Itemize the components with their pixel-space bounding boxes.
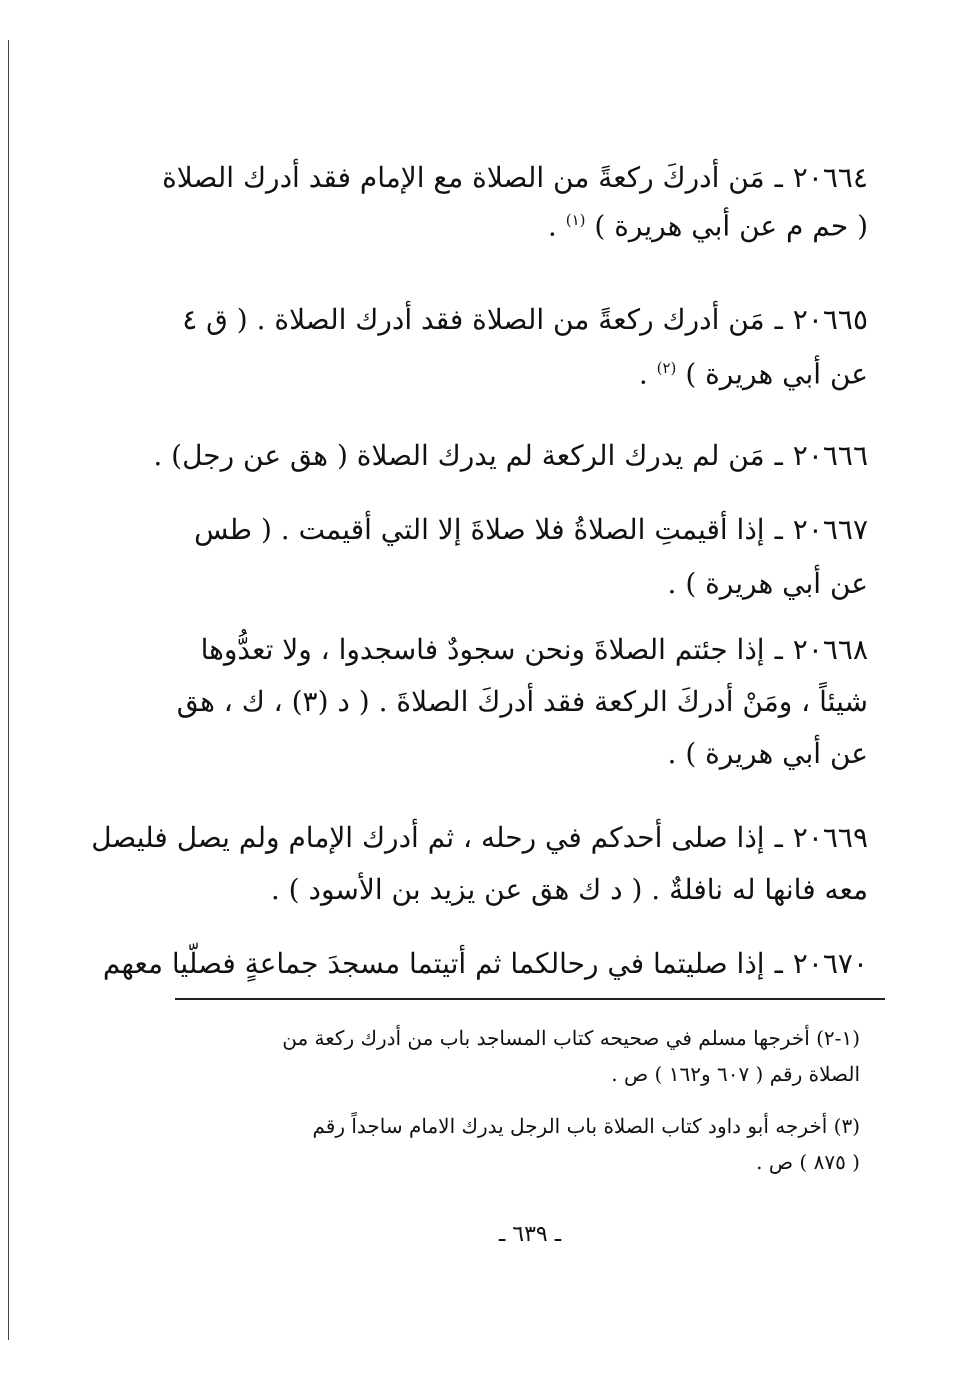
hadith-text: عن أبي هريرة ) .: [667, 737, 868, 770]
hadith-line: [153, 438, 868, 474]
hadith-end: .: [547, 209, 557, 243]
hadith-line: [168, 632, 868, 668]
hadith-line: [168, 350, 868, 391]
hadith-text: شيئاً ، ومَنْ أدركَ الركعة فقد أدركَ الصلاةَ . ( د (٣) ، ك ، هق: [176, 685, 868, 718]
hadith-separator: ـ: [774, 633, 783, 666]
hadith-entry-20669: [91, 820, 868, 908]
hadith-separator: ـ: [774, 513, 783, 546]
hadith-line: [162, 160, 868, 196]
hadith-line: [102, 946, 868, 982]
hadith-separator: ـ: [774, 821, 783, 854]
hadith-separator: ـ: [774, 161, 783, 194]
hadith-text: عن أبي هريرة ): [685, 357, 868, 391]
hadith-line: [168, 512, 868, 548]
hadith-line: [168, 302, 868, 338]
hadith-line: [91, 820, 868, 856]
footnote-1-2: [180, 1020, 860, 1092]
hadith-text: مَن أدركَ ركعةً من الصلاة مع الإمام فقد أدرك الصلاة: [162, 161, 765, 194]
hadith-end: .: [638, 357, 648, 391]
hadith-text: عن أبي هريرة ) .: [667, 567, 868, 600]
footnote-line: (١-٢) أخرجها مسلم في صحيحه كتاب المساجد باب من أدرك ركعة من: [282, 1026, 860, 1050]
footnote-3: [180, 1108, 860, 1180]
hadith-separator: ـ: [774, 947, 783, 980]
page-number: ـ ٦٣٩ ـ: [498, 1222, 562, 1247]
hadith-separator: ـ: [774, 439, 783, 472]
hadith-entry-20666: [153, 438, 868, 474]
hadith-text: ( حم م عن أبي هريرة ): [594, 209, 868, 243]
hadith-line: [168, 566, 868, 602]
hadith-number: ٢٠٦٧٠: [792, 947, 868, 980]
footnote-ref: (١): [565, 211, 586, 229]
hadith-entry-20665: [168, 302, 868, 391]
hadith-line: [168, 872, 868, 908]
hadith-text: مَن لم يدرك الركعة لم يدرك الصلاة ( هق عن رجل) .: [153, 439, 765, 472]
hadith-text: مَن أدرك ركعةً من الصلاة فقد أدرك الصلاة . ( ق ٤: [182, 303, 765, 336]
hadith-number: ٢٠٦٦٧: [792, 513, 868, 546]
hadith-line: [168, 684, 868, 720]
hadith-number: ٢٠٦٦٦: [792, 439, 868, 472]
hadith-separator: ـ: [774, 303, 783, 336]
hadith-entry-20670: [102, 946, 868, 982]
hadith-text: إذا صليتما في رحالكما ثم أتيتما مسجدَ جماعةٍ فصلّيا معهم: [102, 947, 765, 980]
hadith-text: معه فانها له نافلةٌ . ( د ك هق عن يزيد بن الأسود ) .: [270, 873, 868, 906]
hadith-entry-20664: [162, 160, 868, 243]
footnote-line: ( ٨٧٥ ) ص .: [756, 1150, 860, 1174]
hadith-number: ٢٠٦٦٨: [792, 633, 868, 666]
hadith-entry-20668: [168, 632, 868, 772]
footnote-line: الصلاة رقم ( ٦٠٧ و١٦٢ ) ص .: [611, 1062, 860, 1086]
hadith-line: [168, 202, 868, 243]
hadith-text: إذا صلى أحدكم في رحله ، ثم أدرك الإمام ولم يصل فليصل: [91, 821, 765, 854]
hadith-entry-20667: [168, 512, 868, 602]
hadith-number: ٢٠٦٦٤: [792, 161, 868, 194]
scan-edge-line: [8, 40, 9, 1340]
footnote-line: (٣) أخرجه أبو داود كتاب الصلاة باب الرجل يدرك الامام ساجداً رقم: [312, 1114, 860, 1138]
hadith-text: إذا جئتم الصلاةَ ونحن سجودٌ فاسجدوا ، ولا تعدُّوها: [200, 633, 765, 666]
footnote-divider: [175, 998, 885, 1000]
footnote-ref: (٢): [656, 359, 677, 377]
hadith-number: ٢٠٦٦٩: [792, 821, 868, 854]
hadith-number: ٢٠٦٦٥: [792, 303, 868, 336]
hadith-line: [168, 736, 868, 772]
hadith-text: إذا أقيمتِ الصلاةُ فلا صلاةَ إلا التي أقيمت . ( طس: [194, 513, 765, 546]
